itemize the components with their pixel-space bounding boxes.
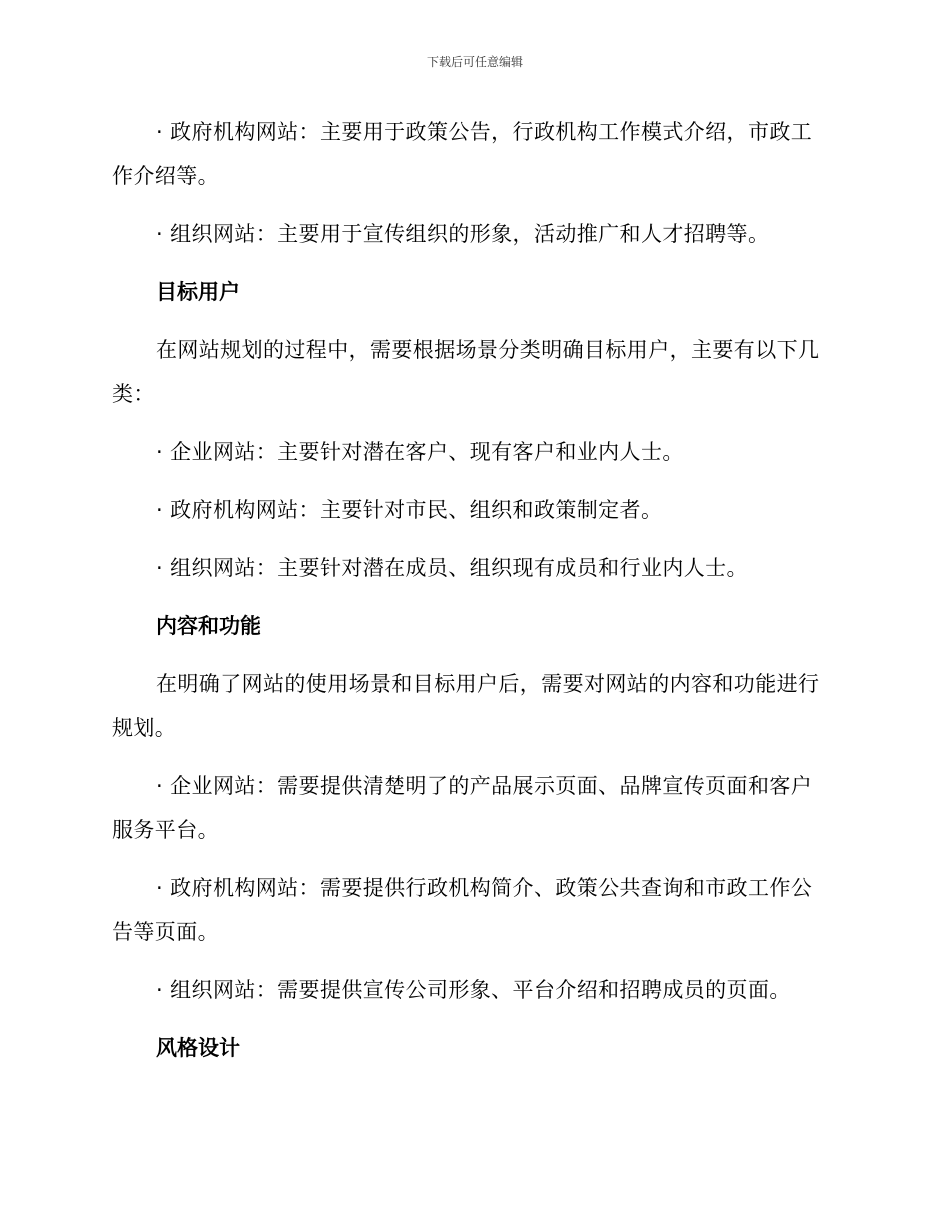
paragraph-content-intro: 在明确了网站的使用场景和目标用户后，需要对网站的内容和功能进行规划。 (112, 672, 820, 740)
paragraph-org-content: · 组织网站：需要提供宣传公司形象、平台介绍和招聘成员的页面。 (156, 978, 791, 1002)
paragraph-target-users-intro: 在网站规划的过程中，需要根据场景分类明确目标用户，主要有以下几类： (112, 338, 820, 406)
section-heading-target-users: 目标用户 (156, 280, 240, 304)
paragraph-org-users: · 组织网站：主要针对潜在成员、组织现有成员和行业内人士。 (156, 556, 748, 580)
section-heading-style-design: 风格设计 (156, 1036, 240, 1060)
section-heading-content-features: 内容和功能 (156, 614, 261, 638)
page-header: 下载后可任意编辑 (426, 55, 523, 69)
paragraph-enterprise-content: · 企业网站：需要提供清楚明了的产品展示页面、品牌宣传页面和客户服务平台。 (112, 774, 813, 842)
paragraph-org-site-purpose: · 组织网站：主要用于宣传组织的形象，活动推广和人才招聘等。 (156, 222, 770, 246)
paragraph-gov-content: · 政府机构网站：需要提供行政机构简介、政策公共查询和市政工作公告等页面。 (112, 876, 813, 944)
paragraph-gov-site-purpose: · 政府机构网站：主要用于政策公告，行政机构工作模式介绍，市政工作介绍等。 (112, 120, 813, 188)
document-body (112, 110, 832, 1070)
paragraph-enterprise-users: · 企业网站：主要针对潜在客户、现有客户和业内人士。 (156, 440, 684, 464)
paragraph-gov-users: · 政府机构网站：主要针对市民、组织和政策制定者。 (156, 498, 663, 522)
